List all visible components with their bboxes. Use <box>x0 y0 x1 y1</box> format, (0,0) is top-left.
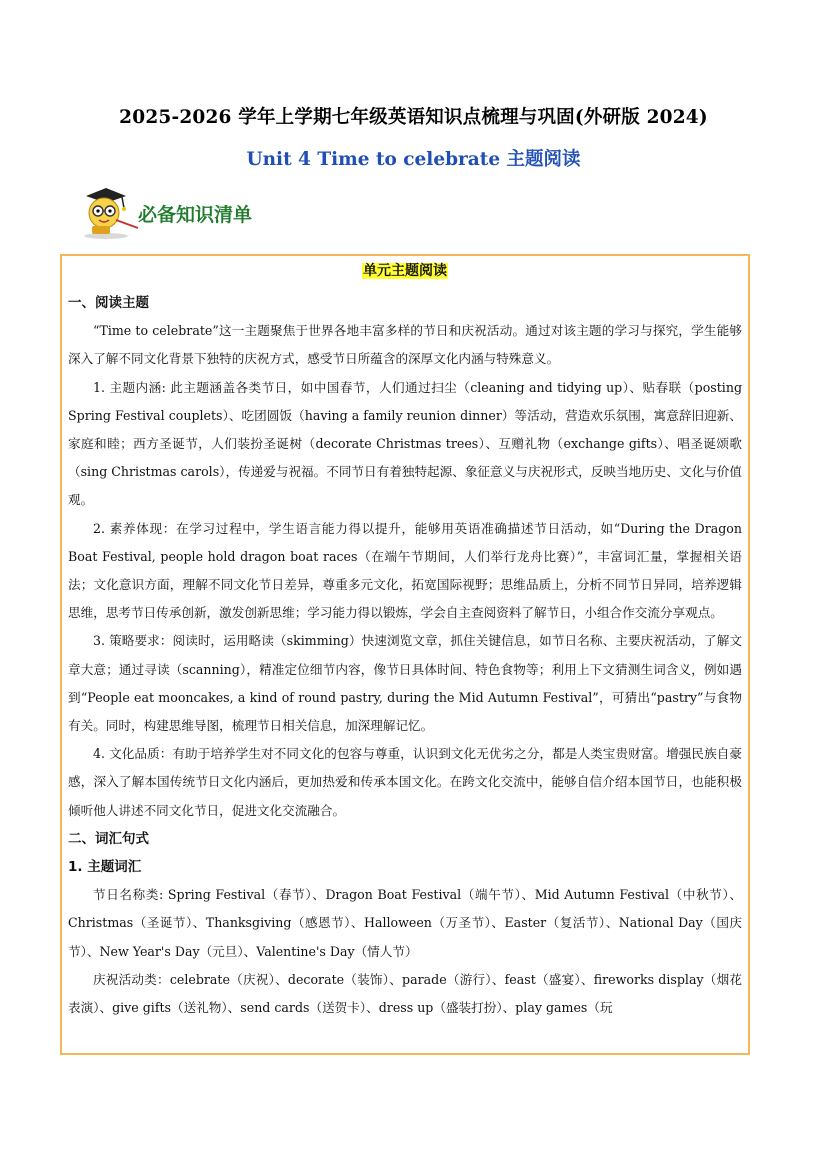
section-header: 必备知识清单 <box>138 204 253 226</box>
point-4-paragraph: 4. 文化品质：有助于培养学生对不同文化的包容与尊重，认识到文化无优劣之分，都是人类宝贵财富。增强民族自豪感，深入了解本国传统节日文化内涵后，更加热爱和传承本国文化。在跨文化交流中，能够自信介绍本国节日，也能积极倾听他人讲述不同文化节日，促进文化交流融合。 <box>68 746 742 818</box>
heading-reading-theme: 一、阅读主题 <box>68 295 149 311</box>
reading-box <box>60 254 750 1055</box>
vocab-activities-paragraph: 庆祝活动类：celebrate（庆祝）、decorate（装饰）、parade（游行）、feast（盛宴）、fireworks display（烟花表演）、give gifts（送礼物）、send cards（送贺卡）、dress up（盛装打扮）、play games（玩 <box>68 971 742 1016</box>
box-title <box>62 260 748 280</box>
vocab-festivals-paragraph: 节日名称类: Spring Festival（春节）、Dragon Boat Festival（端午节）、Mid Autumn Festival（中秋节）、Christmas（圣诞节）、Thanksgiving（感恩节）、Halloween（万圣节）、Easter（复活节）、National Day（国庆节）、New Year's Day（元旦）、Valentine's Day（情人节） <box>68 887 742 959</box>
graduate-mascot-icon <box>76 182 140 240</box>
heading-vocab-sentences: 二、词汇句式 <box>68 830 149 847</box>
box-title-text: 单元主题阅读 <box>363 263 447 279</box>
point-2-paragraph: 2. 素养体现：在学习过程中，学生语言能力得以提升，能够用英语准确描述节日活动，如“During the Dragon Boat Festival, people hold dragon boat races（在端午节期间，人们举行龙舟比赛）”，丰富词汇量，掌握相关语法；文化意识方面，理解不同文化节日差异，尊重多元文化，拓宽国际视野；思维品质上，分析不同节日异同，培养逻辑思维，思考节日传承创新，激发创新思维；学习能力得以锻炼，学会自主查阅资料了解节日，小组合作交流分享观点。 <box>68 520 742 621</box>
point-3-paragraph: 3. 策略要求：阅读时，运用略读（skimming）快速浏览文章，抓住关键信息，如节日名称、主要庆祝活动，了解文章大意；通过寻读（scanning），精准定位细节内容，像节日具体时间、特色食物等；利用上下文猜测生词含义，例如遇到“People eat mooncakes, a kind of round pastry, during the Mid Autumn Festival”，可猜出“pastry”与食物有关。同时，构建思维导图，梳理节日相关信息，加深理解记忆。 <box>68 633 742 734</box>
document-subtitle: Unit 4 Time to celebrate 主题阅读 <box>246 149 581 170</box>
heading-theme-vocab: 1. 主题词汇 <box>68 859 142 876</box>
box-content <box>68 289 742 1022</box>
point-1-paragraph: 1. 主题内涵: 此主题涵盖各类节日，如中国春节，人们通过扫尘（cleaning and tidying up）、贴春联（posting Spring Festival couplets）、吃团圆饭（having a family reunion dinner）等活动，营造欢乐氛围，寓意辞旧迎新、家庭和睦；西方圣诞节，人们装扮圣诞树（decorate Christmas trees）、互赠礼物（exchange gifts）、唱圣诞颂歌（sing Christmas carols），传递爱与祝福。不同节日有着独特起源、象征意义与庆祝形式，反映当地历史、文化与价值观。 <box>68 379 742 508</box>
intro-paragraph: “Time to celebrate”这一主题聚焦于世界各地丰富多样的节日和庆祝活动。通过对该主题的学习与探究，学生能够深入了解不同文化背景下独特的庆祝方式，感受节日所蕴含的深厚文化内涵与特殊意义。 <box>68 323 742 367</box>
document-title: 2025-2026 学年上学期七年级英语知识点梳理与巩固(外研版 2024) <box>119 107 708 128</box>
